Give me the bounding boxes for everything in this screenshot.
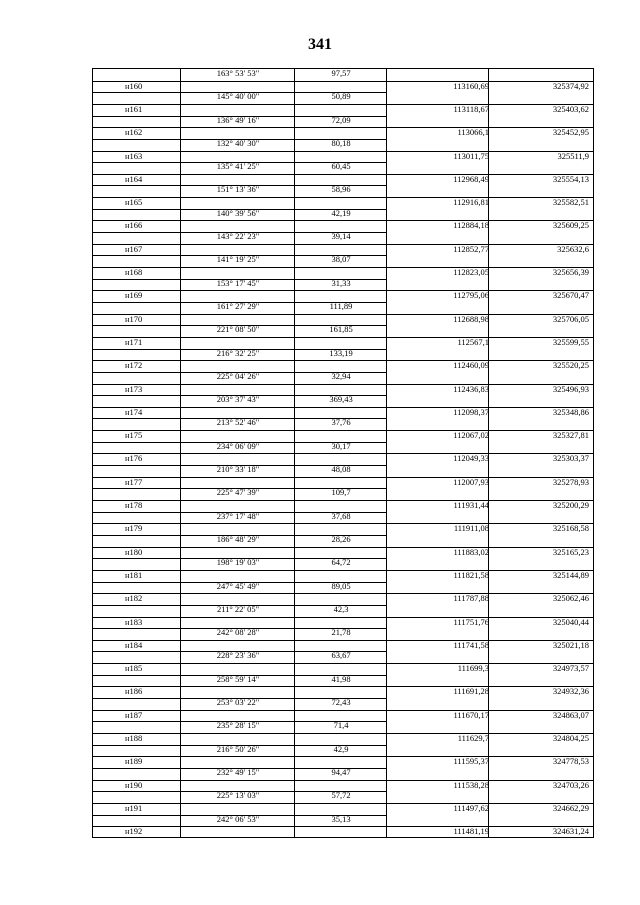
coordinate-x: 111787,88 [453, 593, 489, 604]
segment-distance: 72,43 [331, 697, 351, 708]
point-name: н186 [125, 686, 143, 697]
segment-angle: 242° 06' 53" [216, 813, 260, 824]
segment-distance: 97,57 [331, 68, 351, 78]
coordinate-x: 111931,44 [453, 500, 489, 510]
segment-angle: 234° 06' 09" [216, 440, 260, 451]
coordinate-x: 112007,93 [453, 476, 489, 487]
segment-distance: 48,08 [331, 464, 351, 475]
coordinate-x: 111741,58 [453, 639, 489, 650]
segment-angle: 140° 39' 56" [216, 207, 260, 218]
segment-angle: 216° 50' 26" [216, 743, 260, 754]
coordinate-y: 324631,24 [552, 826, 589, 837]
coordinate-x: 111481,19 [453, 826, 489, 837]
segment-distance: 42,3 [333, 603, 349, 614]
coordinate-x: 111538,28 [453, 779, 489, 790]
coordinate-x: 111629,7 [457, 733, 489, 743]
point-name: н174 [125, 406, 143, 417]
segment-angle: 258° 59' 14" [216, 673, 260, 684]
segment-angle: 161° 27' 29" [216, 300, 260, 311]
segment-distance: 57,72 [331, 790, 351, 801]
coordinate-x: 111670,17 [453, 709, 489, 720]
segment-distance: 21,78 [331, 627, 351, 638]
coordinate-y: 325496,93 [552, 383, 589, 394]
coordinate-x: 111595,37 [453, 756, 489, 767]
point-name: н189 [125, 756, 143, 767]
segment-distance: 50,89 [331, 91, 351, 102]
segment-angle: 225° 13' 03" [216, 790, 260, 801]
point-name: н188 [125, 733, 143, 743]
coordinate-x: 112067,02 [453, 430, 489, 441]
coordinate-y: 325706,05 [552, 313, 589, 324]
point-name: н178 [125, 500, 143, 510]
point-name: н191 [125, 802, 143, 813]
point-name: н176 [125, 453, 143, 464]
segment-angle: 163° 53' 53" [216, 68, 260, 78]
coordinate-x: 112968,49 [453, 173, 489, 184]
coordinate-y: 325021,18 [552, 639, 589, 650]
coordinate-x: 112098,37 [453, 406, 489, 417]
segment-angle: 216° 32' 25" [216, 347, 260, 358]
segment-distance: 369,43 [329, 394, 353, 405]
segment-distance: 80,18 [331, 137, 351, 148]
coordinate-x: 111497,62 [453, 802, 489, 813]
point-name: н187 [125, 709, 143, 720]
point-name: н180 [125, 546, 143, 557]
point-name: н184 [125, 639, 143, 650]
coordinate-y: 324778,53 [552, 756, 589, 767]
coordinate-y: 325168,58 [552, 523, 589, 534]
coordinates-table [92, 68, 594, 838]
coordinate-y: 325200,29 [552, 500, 589, 510]
segment-angle: 132° 40' 30" [216, 137, 260, 148]
segment-distance: 37,68 [331, 510, 351, 521]
coordinate-x: 112852,77 [453, 243, 489, 254]
segment-distance: 38,07 [331, 254, 351, 265]
segment-distance: 37,76 [331, 417, 351, 428]
point-name: н171 [125, 336, 143, 347]
coordinate-x: 112823,05 [453, 267, 489, 277]
segment-angle: 203° 37' 43" [216, 394, 260, 405]
coordinate-x: 111821,58 [453, 569, 489, 580]
segment-angle: 151° 13' 36" [216, 184, 260, 195]
point-name: н181 [125, 569, 143, 580]
segment-angle: 143° 22' 23" [216, 231, 260, 242]
coordinate-x: 113118,67 [453, 103, 489, 114]
coordinate-x: 111911,08 [453, 523, 489, 534]
coordinate-x: 111699,3 [457, 663, 489, 674]
segment-angle: 145° 40' 00" [216, 91, 260, 102]
coordinate-x: 112688,98 [453, 313, 489, 324]
coordinate-y: 324662,29 [552, 802, 589, 813]
coordinate-x: 111883,02 [453, 546, 489, 557]
point-name: н170 [125, 313, 143, 324]
segment-angle: 242° 08' 28" [216, 627, 260, 638]
segment-distance: 111,89 [329, 300, 353, 311]
segment-distance: 94,47 [331, 766, 351, 777]
point-name: н177 [125, 476, 143, 487]
point-name: н185 [125, 663, 143, 674]
coordinate-y: 325348,86 [552, 406, 589, 417]
coordinate-x: 111691,28 [453, 686, 489, 697]
coordinate-x: 111751,76 [453, 616, 489, 627]
point-name: н183 [125, 616, 143, 627]
segment-angle: 136° 49' 16" [216, 114, 260, 125]
point-name: н172 [125, 360, 143, 371]
segment-angle: 232° 49' 15" [216, 766, 260, 777]
coordinate-y: 325609,25 [552, 220, 589, 231]
coordinate-y: 324973,57 [552, 663, 589, 674]
segment-distance: 41,98 [331, 673, 351, 684]
segment-angle: 225° 47' 39" [216, 487, 260, 498]
segment-distance: 161,85 [329, 324, 353, 335]
point-name: н162 [125, 127, 143, 138]
segment-angle: 228° 23' 36" [216, 650, 260, 661]
segment-angle: 213° 52' 46" [216, 417, 260, 428]
point-name: н160 [125, 80, 143, 91]
point-name: н168 [125, 267, 143, 277]
segment-angle: 198° 19' 03" [216, 557, 260, 568]
point-name: н166 [125, 220, 143, 231]
coordinate-y: 325511,9 [557, 150, 589, 161]
segment-distance: 60,45 [331, 161, 351, 172]
coordinate-x: 112049,33 [453, 453, 489, 464]
coordinate-y: 325452,95 [552, 127, 589, 138]
segment-distance: 42,9 [333, 743, 349, 754]
coordinate-y: 325374,92 [552, 80, 589, 91]
segment-angle: 247° 45' 49" [216, 580, 260, 591]
coordinate-y: 325656,39 [552, 267, 589, 277]
coordinate-y: 324932,36 [552, 686, 589, 697]
point-name: н190 [125, 779, 143, 790]
segment-distance: 71,4 [333, 720, 349, 731]
coordinate-x: 112916,81 [453, 197, 489, 208]
point-name: н169 [125, 290, 143, 301]
segment-distance: 30,17 [331, 440, 351, 451]
segment-distance: 42,19 [331, 207, 351, 218]
point-name: н175 [125, 430, 143, 441]
coordinate-y: 325632,6 [557, 243, 589, 254]
segment-angle: 135° 41' 25" [216, 161, 260, 172]
coordinate-y: 325165,23 [552, 546, 589, 557]
segment-angle: 186° 48' 29" [216, 533, 260, 544]
segment-angle: 221° 08' 50" [216, 324, 260, 335]
point-name: н192 [125, 826, 143, 837]
point-name: н182 [125, 593, 143, 604]
point-name: н163 [125, 150, 143, 161]
coordinate-x: 113066,1 [457, 127, 489, 138]
coordinate-x: 113011,75 [453, 150, 489, 161]
coordinate-x: 112567,1 [457, 336, 489, 347]
coordinate-x: 112884,18 [453, 220, 489, 231]
page-number: 341 [308, 36, 332, 53]
segment-angle: 253° 03' 22" [216, 697, 260, 708]
segment-angle: 141° 19' 25" [216, 254, 260, 265]
point-name: н173 [125, 383, 143, 394]
point-name: н179 [125, 523, 143, 534]
segment-distance: 63,67 [331, 650, 351, 661]
segment-distance: 133,19 [329, 347, 353, 358]
segment-distance: 35,13 [331, 813, 351, 824]
segment-distance: 39,14 [331, 231, 351, 242]
coordinate-y: 325278,93 [552, 476, 589, 487]
segment-distance: 32,94 [331, 370, 351, 381]
coordinate-y: 325670,47 [552, 290, 589, 301]
coordinate-y: 325599,55 [552, 336, 589, 347]
coordinate-x: 112436,83 [453, 383, 489, 394]
segment-distance: 64,72 [331, 557, 351, 568]
coordinate-x: 112460,09 [453, 360, 489, 371]
coordinate-y: 324703,26 [552, 779, 589, 790]
segment-distance: 109,7 [331, 487, 351, 498]
segment-angle: 153° 17' 45" [216, 277, 260, 288]
coordinate-y: 325520,25 [552, 360, 589, 371]
segment-distance: 28,26 [331, 533, 351, 544]
coordinate-y: 325144,89 [552, 569, 589, 580]
coordinate-x: 112795,06 [453, 290, 489, 301]
coordinate-y: 325554,13 [552, 173, 589, 184]
coordinate-y: 325062,46 [552, 593, 589, 604]
coordinate-y: 324804,25 [552, 733, 589, 743]
segment-distance: 72,09 [331, 114, 351, 125]
segment-angle: 225° 04' 26" [216, 370, 260, 381]
point-name: н165 [125, 197, 143, 208]
point-name: н167 [125, 243, 143, 254]
coordinate-y: 325403,62 [552, 103, 589, 114]
segment-angle: 210° 33' 18" [216, 464, 260, 475]
coordinate-y: 325582,51 [552, 197, 589, 208]
segment-angle: 237° 17' 48" [216, 510, 260, 521]
coordinate-y: 324863,07 [552, 709, 589, 720]
coordinate-y: 325040,44 [552, 616, 589, 627]
point-name: н161 [125, 103, 143, 114]
segment-angle: 235° 28' 15" [216, 720, 260, 731]
coordinate-x: 113160,69 [453, 80, 489, 91]
segment-distance: 31,33 [331, 277, 351, 288]
point-name: н164 [125, 173, 143, 184]
segment-distance: 58,96 [331, 184, 351, 195]
segment-angle: 211° 22' 05" [216, 603, 260, 614]
coordinate-y: 325303,37 [552, 453, 589, 464]
coordinate-y: 325327,81 [552, 430, 589, 441]
segment-distance: 89,05 [331, 580, 351, 591]
